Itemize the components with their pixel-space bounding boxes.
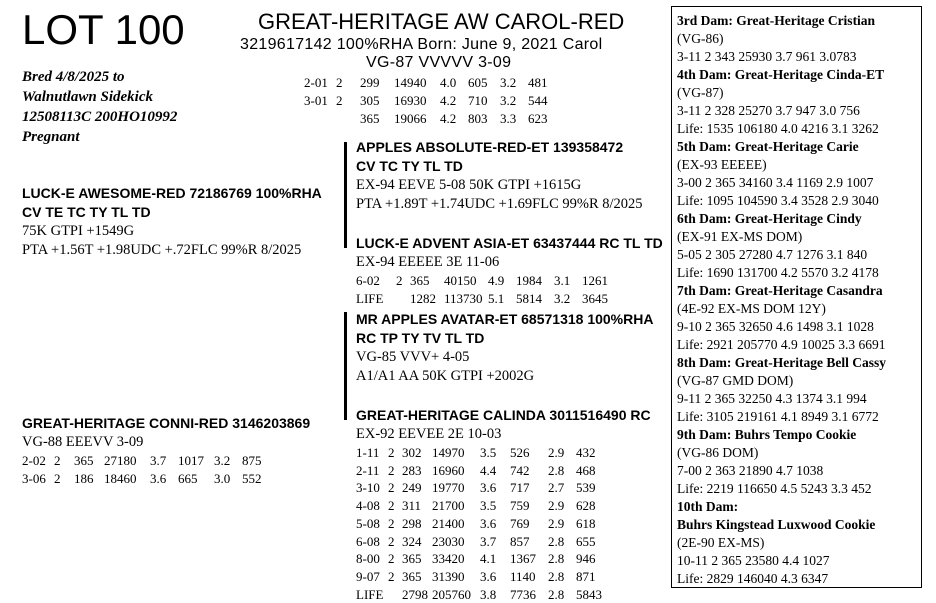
bred-line: 12508113C 200HO10992 [22,109,178,125]
record-cell: 2 [388,445,395,460]
dam-dam-score: EX-92 EEVEE 2E 10-03 [356,426,502,442]
record-cell: 3.5 [480,445,497,460]
record-cell: 19770 [432,480,465,496]
record-cell: 2 [336,75,343,90]
record-cell: 1-11 [356,445,380,460]
sire-traits: CV TE TC TY TL TD [22,204,151,220]
record-cell: 3.5 [480,498,497,514]
record-row [304,74,558,92]
dam-block [22,414,310,488]
ancestor-dam-name: 5th Dam: Great-Heritage Carie [677,139,859,154]
dam-sire-block [356,310,653,386]
record-cell: 2 [388,568,395,584]
record-cell: 2798 [402,586,428,602]
ancestor-dam-detail: (VG-86 DOM) [677,445,759,460]
dam-records [22,452,310,488]
record-row [356,290,663,308]
sire-sire-block [356,138,643,214]
ancestor-dam-detail: (EX-93 EEEEE) [677,157,767,172]
record-cell: 365 [402,568,422,584]
record-cell: 5-08 [356,515,380,531]
ancestor-dam-name: 4th Dam: Great-Heritage Cinda-ET [677,67,885,82]
record-cell: 365 [410,273,430,288]
record-cell: 299 [360,75,380,90]
record-cell: 7736 [510,586,536,602]
record-cell: 665 [178,471,198,486]
sire-dam-name: LUCK-E ADVENT ASIA-ET 63437444 RC TL TD [356,235,663,251]
record-cell [336,110,360,128]
record-cell: 6-08 [356,533,380,549]
record-cell: 3.2 [500,75,517,90]
sire-sire-name: APPLES ABSOLUTE-RED-ET 139358472 [356,139,624,155]
record-cell: 6-02 [356,273,380,288]
dam-sire-name: MR APPLES AVATAR-ET 68571318 100%RHA [356,311,654,327]
record-cell: 1984 [516,273,542,288]
sire-gtpi: 75K GTPI +1549G [22,223,135,239]
record-cell: 33420 [432,551,465,567]
record-cell: 298 [402,515,422,531]
bred-line: Bred 4/8/2025 to [22,69,125,85]
record-row [356,515,651,533]
sire-sire-score: EX-94 EEVE 5-08 50K GTPI +1615G [356,177,582,193]
record-cell: 5.1 [488,291,505,306]
lot-number: LOT 100 [22,6,185,53]
cow-registration: 3219617142 100%RHA Born: June 9, 2021 Carol [240,36,603,53]
record-cell: 3.8 [480,586,497,602]
record-cell: 481 [528,75,548,90]
record-cell: 3.0 [214,471,231,486]
record-cell: 2.8 [548,568,565,584]
record-cell: 23030 [432,533,465,549]
record-cell: 2 [388,498,395,514]
record-cell: 40150 [444,273,477,288]
record-row [304,92,558,110]
ancestor-dam-detail: 10-11 2 365 23580 4.4 1027 [677,553,830,568]
record-cell: 468 [576,462,596,478]
record-cell: 769 [510,515,530,531]
record-cell: 2-01 [304,75,328,90]
record-cell: 283 [402,462,422,478]
record-cell: LIFE [356,586,384,602]
record-cell: 3.7 [480,533,497,549]
record-cell: 3.2 [214,453,231,468]
ancestor-dam-detail: 3-11 2 328 25270 3.7 947 3.0 756 [677,103,860,118]
record-cell: 4.4 [480,462,497,478]
record-cell: 249 [402,480,422,496]
sire-sire-traits: CV TC TY TL TD [356,158,463,174]
ancestor-dam-detail: 3-00 2 365 34160 3.4 1169 2.9 1007 [677,175,874,190]
ancestor-dam-detail: (VG-87) [677,85,724,100]
ancestor-dam-name: 9th Dam: Buhrs Tempo Cookie [677,427,857,442]
ancestor-dam-detail: Life: 2829 146040 4.3 6347 [677,571,829,586]
ancestor-dam-detail: Life: 1535 106180 4.0 4216 3.1 3262 [677,121,879,136]
dam-sire-gtpi: A1/A1 AA 50K GTPI +2002G [356,368,535,384]
record-cell [388,586,402,603]
record-cell: 3.6 [480,568,497,584]
record-cell: 946 [576,551,596,567]
dam-sire-score: VG-85 VVV+ 4-05 [356,349,470,365]
ancestor-dam-detail: (VG-86) [677,31,724,46]
dam-connector-line [344,312,347,420]
record-cell: 3-10 [356,480,380,496]
record-cell: 803 [468,111,488,126]
ancestor-dam-detail: 9-11 2 365 32250 4.3 1374 3.1 994 [677,391,867,406]
sire-dam-score: EX-94 EEEEE 3E 11-06 [356,254,500,270]
record-cell: 3.6 [150,471,167,486]
record-row [22,452,310,470]
record-cell: 4.1 [480,551,497,567]
ancestor-dams-box [671,6,922,588]
record-row [356,568,651,586]
sire-dam-records [356,272,663,308]
ancestor-dam-detail: 3-11 2 343 25930 3.7 961 3.0783 [677,49,857,64]
record-cell: 31390 [432,568,465,584]
record-cell: 3.6 [480,515,497,531]
record-cell: 21700 [432,498,465,514]
record-cell: 2 [388,480,395,496]
record-cell: 14970 [432,445,465,460]
ancestor-dam-name: 6th Dam: Great-Heritage Cindy [677,211,862,226]
record-cell: 2 [396,273,403,288]
record-cell: 3.1 [554,273,571,288]
record-cell: 305 [360,93,380,108]
record-cell [396,290,410,308]
record-cell: 16930 [394,93,427,108]
record-cell: 1140 [510,568,536,584]
ancestor-dam-detail: 9-10 2 365 32650 4.6 1498 3.1 1028 [677,319,874,334]
record-cell: 655 [576,533,596,549]
record-cell: 186 [74,471,94,486]
bred-info [22,67,177,147]
ancestor-dam-detail: Life: 1095 104590 3.4 3528 2.9 3040 [677,193,879,208]
cow-score: VG-87 VVVVV 3-09 [366,54,512,71]
record-row [356,550,651,568]
record-cell: 3-01 [304,93,328,108]
record-cell: 18460 [104,471,137,486]
record-cell: 365 [402,551,422,567]
ancestor-dam-name: 3rd Dam: Great-Heritage Cristian [677,13,876,28]
ancestor-dam-detail: (VG-87 GMD DOM) [677,373,794,388]
record-cell: 2-02 [22,453,46,468]
record-cell: 2 [388,533,395,549]
dam-dam-block [356,406,651,603]
sire-pta: PTA +1.56T +1.98UDC +.72FLC 99%R 8/2025 [22,242,302,258]
record-cell: 2.8 [548,551,565,567]
dam-sire-traits: RC TP TY TV TL TD [356,330,485,346]
record-cell: 4.9 [488,273,505,288]
record-cell: 113730 [444,291,483,306]
record-cell: 628 [576,498,596,514]
record-cell: 2.8 [548,533,565,549]
record-cell: 302 [402,445,422,460]
record-cell: 9-07 [356,568,380,584]
sire-dam-block [356,234,663,308]
record-cell: 759 [510,498,530,514]
record-cell: 2.8 [548,462,565,478]
record-cell: 365 [360,111,380,126]
ancestor-dam-detail: Life: 2219 116650 4.5 5243 3.3 452 [677,481,872,496]
dam-dam-name: GREAT-HERITAGE CALINDA 3011516490 RC [356,407,651,423]
record-cell [304,110,336,128]
record-row [304,110,558,128]
record-cell: 618 [576,515,596,531]
ancestor-dam-detail: Life: 3105 219161 4.1 8949 3.1 6772 [677,409,879,424]
record-cell: 311 [402,498,422,514]
record-row [356,444,651,462]
record-row [356,533,651,551]
record-cell: 365 [74,453,94,468]
record-cell: 526 [510,445,530,460]
bred-line: Walnutlawn Sidekick [22,89,154,105]
record-cell: 205760 [432,586,471,602]
record-cell: 552 [242,471,262,486]
record-cell: 3.6 [480,480,497,496]
ancestor-dam-detail: Life: 2921 205770 4.9 10025 3.3 6691 [677,337,886,352]
record-cell: 2-11 [356,462,380,478]
record-row [22,470,310,488]
record-cell: 2 [336,93,343,108]
record-row [356,272,663,290]
record-cell: LIFE [356,291,384,306]
record-cell: 875 [242,453,262,468]
dam-dam-records [356,444,651,603]
record-row [356,497,651,515]
record-cell: 539 [576,480,596,496]
ancestor-dam-detail: (EX-91 EX-MS DOM) [677,229,803,244]
cow-records [304,74,558,128]
record-cell: 4.0 [440,75,457,90]
record-cell: 710 [468,93,488,108]
record-cell: 21400 [432,515,465,531]
ancestor-dam-detail: 7-00 2 363 21890 4.7 1038 [677,463,824,478]
record-cell: 2 [54,453,61,468]
ancestor-dam-detail: (2E-90 EX-MS) [677,535,765,550]
record-cell: 324 [402,533,422,549]
record-cell: 8-00 [356,551,380,567]
record-cell: 5814 [516,291,542,306]
record-cell: 3.2 [500,93,517,108]
record-row [356,462,651,480]
record-cell: 5843 [576,586,602,602]
record-cell: 3.2 [554,291,571,306]
cow-name: GREAT-HERITAGE AW CAROL-RED [258,9,625,34]
ancestor-dam-detail: Life: 1690 131700 4.2 5570 3.2 4178 [677,265,879,280]
record-cell: 16960 [432,462,465,478]
record-cell: 871 [576,568,596,584]
sire-connector-line [344,142,347,248]
record-cell: 3.7 [150,453,167,468]
record-cell: 2.9 [548,498,565,514]
ancestor-dam-detail: (4E-92 EX-MS DOM 12Y) [677,301,826,316]
record-cell: 2 [388,515,395,531]
ancestor-dam-name: 10th Dam: [677,499,739,514]
record-cell: 1017 [178,453,204,468]
record-cell: 605 [468,75,488,90]
record-cell: 2 [54,471,61,486]
record-row [356,586,651,603]
record-cell: 4.2 [440,111,457,126]
sire-block [22,184,322,260]
record-cell: 4.2 [440,93,457,108]
record-cell: 623 [528,111,548,126]
record-row [356,479,651,497]
record-cell: 19066 [394,111,427,126]
record-cell: 857 [510,533,530,549]
ancestor-dam-name: 8th Dam: Great-Heritage Bell Cassy [677,355,886,370]
record-cell: 2 [388,462,395,478]
record-cell: 544 [528,93,548,108]
dam-score: VG-88 EEEVV 3-09 [22,434,144,450]
record-cell: 1282 [410,291,436,306]
sire-sire-pta: PTA +1.89T +1.74UDC +1.69FLC 99%R 8/2025 [356,196,643,212]
record-cell: 717 [510,480,530,496]
record-cell: 742 [510,462,530,478]
record-cell: 2.8 [548,586,565,602]
ancestor-dam-name: 7th Dam: Great-Heritage Casandra [677,283,883,298]
dam-name: GREAT-HERITAGE CONNI-RED 3146203869 [22,415,311,431]
record-cell: 3.3 [500,111,517,126]
record-cell: 1261 [582,273,608,288]
record-cell: 2.7 [548,480,565,496]
record-cell: 4-08 [356,498,380,514]
record-cell: 1367 [510,551,536,567]
ancestor-dam-name: Buhrs Kingstead Luxwood Cookie [677,517,876,532]
record-cell: 2.9 [548,515,565,531]
record-cell: 14940 [394,75,427,90]
record-cell: 27180 [104,453,137,468]
record-cell: 3645 [582,291,608,306]
record-cell: 2 [388,551,395,567]
sire-name: LUCK-E AWESOME-RED 72186769 100%RHA [22,185,322,201]
record-cell: 3-06 [22,471,46,486]
ancestor-dam-detail: 5-05 2 305 27280 4.7 1276 3.1 840 [677,247,868,262]
record-cell: 432 [576,445,596,460]
bred-line: Pregnant [22,129,80,145]
record-cell: 2.9 [548,445,565,460]
